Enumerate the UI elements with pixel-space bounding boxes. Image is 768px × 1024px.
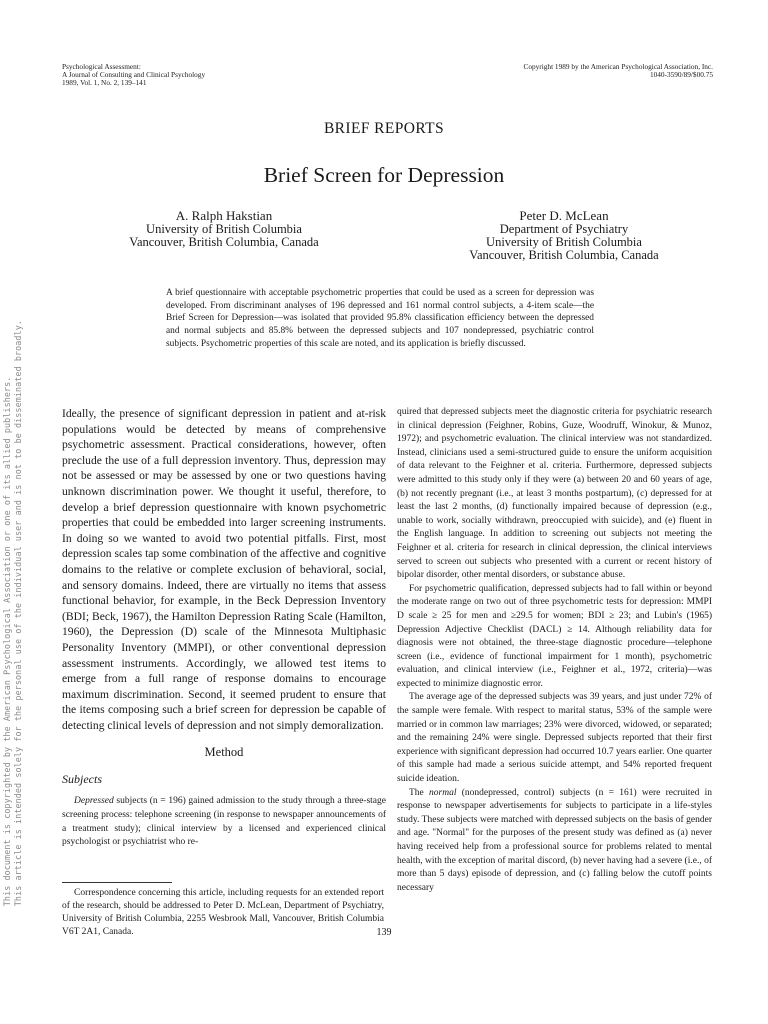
left-column — [62, 406, 386, 850]
intro-paragraph: Ideally, the presence of significant depression in patient and at-risk populations would be detected by means of comprehensive psychometric assessment. Practical considerations, however, often preclude the use of a full depression inventory. Thus, depression may not be assessed or may be assessed by one or two questions having unknown discrimination power. We thought it useful, therefore, to develop a brief depression questionnaire with known psychometric properties that could be embedded into larger screening instruments. In doing so we wanted to avoid two potential pitfalls. First, most depression scales tap some combination of the affective and cognitive domains to the relative or complete exclusion of behavioral, social, and sensory domains. Indeed, there are virtually no items that assess functional behavior, for example, in the Beck Depression Inventory (BDI; Beck, 1967), the Hamilton Depression Rating Scale (Hamilton, 1960), the Depression (D) scale of the Minnesota Multiphasic Personality Inventory (MMPI), or other conventional depression assessment instruments. Accordingly, we allowed test items to emerge from a full range of response domains to encourage maximum discrimination. Second, it seemed prudent to ensure that the items composing such a brief screen for depression be capable of detecting clinical levels of depression and not simply demoralization. — [62, 407, 386, 732]
copyright-side-notice — [2, 320, 24, 906]
paragraph-criteria: quired that depressed subjects meet the diagnostic criteria for psychiatric research in clinical depression (Feighner, Robins, Guze, Woodruff, Winokur, & Munoz, 1972); and psychometric evaluation. The clinical interview was not standardized. Instead, clinicians used a semi-structured guide to ensure the uniform acquisition of data relevant to the Feighner et al. criteria. Furthermore, depressed subjects were admitted to this study only if they were (a) between 20 and 60 years of age, (b) not recently pregnant (i.e., at least 3 months postpartum), (c) depressed for at least the last 2 months, (d) functionally impaired because of depression (e.g., unable to work, socially withdrawn, preoccupied with suicide), and (e) fluent in the English language. In addition to screening out subjects not meeting the Feighner et al. criteria for research in clinical depression, the clinical interviews served to screen out subjects who presented with a current or recent history of bipolar disorder, other mental disorders, or substance abuse. — [397, 407, 712, 581]
p4-italic: normal — [429, 787, 457, 798]
author-name: Peter D. McLean — [519, 208, 609, 223]
footnote-divider — [62, 882, 172, 883]
author-name: A. Ralph Hakstian — [175, 208, 273, 223]
author-affiliation: University of British Columbia — [486, 235, 642, 249]
article-title: Brief Screen for Depression — [263, 163, 505, 187]
paragraph-normal-subjects — [397, 787, 712, 896]
author-location: Vancouver, British Columbia, Canada — [129, 235, 319, 249]
correspondence-note: Correspondence concerning this article, including requests for an extended report of the research, should be addressed to Peter D. McLean, Department of Psychiatry, University of British Columbia, 2255 Wesbrook Mall, Vancouver, British Columbia V6T 2A1, Canada. — [62, 888, 384, 937]
author-affiliation: University of British Columbia — [146, 222, 302, 236]
author-block-1 — [100, 209, 348, 249]
right-column — [397, 406, 712, 895]
subjects-heading: Subjects — [62, 772, 102, 787]
method-heading: Method — [204, 745, 244, 760]
journal-info — [62, 63, 205, 87]
author-block-2 — [440, 209, 688, 262]
p4-pre: The — [409, 787, 430, 798]
depressed-lead: Depressed — [74, 796, 114, 807]
depressed-paragraph: subjects (n = 196) gained admission to the study through a three-stage screening process: telephone screening (in response to newspaper announcements of a treatment study); clinical interview by a licensed and experienced clinical psychologist or psychiatrist who re- — [62, 796, 386, 848]
side-notice-line-1: This document is copyrighted by the American Psychological Association or one of its allied publishers. — [2, 376, 12, 907]
copyright-info — [524, 63, 714, 79]
paragraph-psychometric: For psychometric qualification, depressed subjects had to fall within or beyond the moderate range on two out of three psychometric tests for depression: MMPI D scale ≥ 25 for men and ≥29.5 for women; BDI ≥ 23; and Lubin's (1965) Depression Adjective Checklist (DACL) ≥ 14. Although reliability data for diagnosis were not obtained, the three-stage diagnostic procedure—telephone screen (i.e., evidence of functional impairment for 1 month), psychometric evaluation, and clinical interview (i.e., Feighner et al., 1972, criteria)—was expected to minimize diagnostic error. — [397, 583, 712, 689]
journal-volume: 1989, Vol. 1, No. 2, 139–141 — [62, 78, 147, 87]
page-number: 139 — [376, 927, 392, 938]
author-department: Department of Psychiatry — [499, 222, 629, 236]
side-notice-line-2: This article is intended solely for the personal use of the individual user and is not to be disseminated broadly. — [13, 320, 23, 907]
journal-subtitle: A Journal of Consulting and Clinical Psychology — [62, 70, 206, 79]
author-location: Vancouver, British Columbia, Canada — [469, 248, 659, 262]
section-heading: BRIEF REPORTS — [323, 120, 445, 137]
paragraph-demographics: The average age of the depressed subjects was 39 years, and just under 72% of the sample were female. With respect to marital status, 53% of the sample were married or in common law marriages; 23% were divorced, widowed, or separated; and the remaining 24% were single. Depressed subjects reported that their first experience with significant depression had occurred 10.7 years earlier. One quarter of this sample had made a serious suicide attempt, and 54% reported frequent suicide ideation. — [397, 692, 712, 785]
abstract: A brief questionnaire with acceptable psychometric properties that could be used as a screen for depression was developed. From discriminant analyses of 196 depressed and 161 normal control subjects, a 4-item scale—the Brief Screen for Depression—was isolated that provided 95.8% classification efficiency between the depressed and normal subjects and 85.8% between the depressed subjects and 107 nondepressed, psychiatric control subjects. Psychometric properties of this scale are noted, and its application is briefly discussed. — [166, 288, 594, 349]
p4-text: (nondepressed, control) subjects (n = 161) were recruited in response to newspaper advertisements for subjects to participate in a life-styles study. These subjects were matched with depressed subjects on the basis of gender and age. "Normal" for the purposes of the present study was defined as (a) never having received help from a professional source for problems related to mental health, with the exception of marital discord, (b) never having had a severe (i.e., of more than 5 days) episode of depression, and (c) falling below the cutoff points necessary — [397, 787, 712, 893]
issn-line: 1040-3590/89/$00.75 — [649, 70, 713, 79]
copyright-line: Copyright 1989 by the American Psychological Association, Inc. — [523, 62, 713, 71]
depressed-subjects-text — [62, 795, 386, 849]
journal-name: Psychological Assessment: — [62, 62, 141, 71]
